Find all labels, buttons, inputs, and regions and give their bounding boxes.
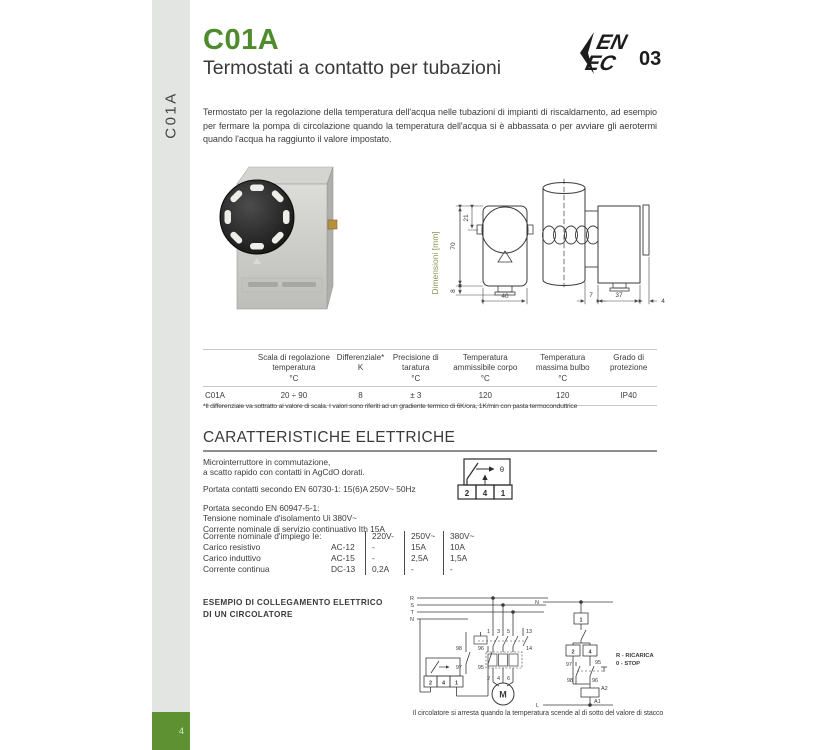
svg-text:4: 4 [441,680,446,687]
ratings-label: Corrente nominale d'impiego Ie: [203,531,322,541]
electrical-heading: CARATTERISTICHE ELETTRICHE [203,429,456,446]
temperature-dial [220,180,294,254]
page-title: C01A [203,24,280,56]
legend-ricarica: R - RICARICA [616,653,654,659]
micro-switch-text: Microinterruttore in commutazione, a scatto rapido con contatti in AgCdO dorati. [203,457,365,478]
col-temp-bulbo: Temperatura massima bulbo °C [525,350,600,387]
product-photo [212,158,362,325]
temp-bulbo-value: 120 [525,387,600,406]
side-tab-bar [152,0,190,712]
page-subtitle: Termostati a contatto per tubazioni [203,57,502,79]
right-97-label: 97 [565,662,572,668]
svg-text:1: 1 [486,629,490,635]
enec-text-top: EN [594,30,630,54]
dimensions-axis-label: Dimensioni [mm] [430,231,440,295]
side-tab-label: C01A [162,91,180,139]
spec-table [203,349,657,406]
aux-96-label: 96 [477,646,484,652]
model-cell: C01A [203,387,253,406]
neutral-label: N [410,617,414,623]
grado-value: IP40 [600,387,657,406]
ratings-row: Carico resistivo AC-12 - 15A 10A [203,542,482,553]
table-footnote: *Il differenziale va sottratto al valore di scala. I valori sono riferiti ad un gradiente termico di 6K/ora, 1K/min con pasta termoconduttrice [203,403,578,410]
svg-text:4: 4 [588,649,592,656]
enec-text-bottom: EC [583,51,619,75]
temp-corpo-value: 120 [445,387,525,406]
phase-t-label: T [410,610,414,616]
svg-text:6: 6 [506,676,510,682]
differenziale-value: 8 [335,387,386,406]
motor-label: M [499,689,507,700]
dim-7: 7 [589,292,593,299]
dim-4: 4 [661,298,665,305]
right-98-label: 98 [566,678,573,684]
svg-text:4: 4 [496,676,500,682]
portata-contatti-text: Portata contatti secondo EN 60730-1: 15(6)A 250V~ 50Hz [203,484,416,494]
v250-header: 250V~ [405,531,444,542]
svg-text:3: 3 [496,629,500,635]
heading-rule [203,450,657,452]
phase-s-label: S [410,603,414,609]
terminal-4: 4 [482,489,488,498]
wiring-diagram [398,588,683,715]
switch-contact-symbol [450,455,530,510]
terminal-1: 1 [500,489,506,498]
coil-a1-label: A1 [594,699,601,705]
spec-header-row [203,350,657,387]
enec-03-logo [577,27,665,84]
svg-text:1: 1 [579,617,583,624]
wiring-example-heading: ESEMPIO DI COLLEGAMENTO ELETTRICO DI UN CIRCOLATORE [203,598,383,620]
col-differenziale: Differenziale* K [335,350,386,387]
page-number-badge [152,712,190,750]
svg-text:5: 5 [506,629,510,635]
phase-r-label: R [410,596,414,602]
v380-header: 380V~ [444,531,483,542]
product-description: Termostato per la regolazione della temperatura dell'acqua nelle tubazioni di impianti di riscaldamento, ad esempio per fermare la pompa di circolazione quando la temperatura dell'acqua si è abbassata o per avviare gli aerotermi quando l'acqua ha raggiunto il valore impostato. [203,107,657,144]
col-precisione: Precisione di taratura °C [386,350,445,387]
dim-70: 70 [450,242,457,250]
scala-value: 20 ÷ 90 [253,387,335,406]
page-number: 4 [178,726,184,736]
right-96-label: 96 [592,678,599,684]
aux-95-label: 95 [477,665,484,671]
aux-14-label: 14 [526,646,533,652]
col-scala: Scala di regolazione temperatura °C [253,350,335,387]
ratings-row: Corrente continua DC-13 0,2A - - [203,564,482,575]
dimensional-drawing [430,163,670,323]
terminal-2: 2 [464,489,470,498]
right-95-label: 95 [595,660,602,666]
portata-en60947-text: Portata secondo EN 60947-5-1: Tensione nominale d'isolamento Ui 380V~ Corrente nominale di servizio continuativo Ith 15A [203,503,385,534]
enec-number: 03 [639,48,662,70]
right-n-label: N [535,600,539,606]
svg-text:2: 2 [571,649,575,656]
dim-40: 40 [501,293,509,300]
current-ratings-table [203,531,482,575]
svg-text:2: 2 [486,676,490,682]
case-side-face [327,167,333,309]
aux-97-label: 97 [455,665,462,671]
dim-8: 8 [450,289,457,293]
terminal-screw [328,220,337,229]
col-grado: Grado di protezione [600,350,657,387]
coil-a2-label: A2 [601,686,608,692]
legend-stop: 0 - STOP [616,661,641,667]
dim-37: 37 [615,292,623,299]
svg-text:2: 2 [428,680,433,687]
dim-21: 21 [463,214,470,222]
precisione-value: ± 3 [386,387,445,406]
col-temp-corpo: Temperatura ammissibile corpo °C [445,350,525,387]
ratings-row: Carico induttivo AC-15 - 2,5A 1,5A [203,553,482,564]
theta-symbol: θ [499,465,505,474]
v220-header: 220V- [366,531,405,542]
aux-98-label: 98 [455,646,462,652]
svg-text:1: 1 [454,680,459,687]
wiring-caption: Il circolatore si arresta quando la temperatura scende al di sotto del valore di stacco [412,710,664,717]
aux-13-label: 13 [526,629,533,635]
right-l-label: L [535,703,539,709]
